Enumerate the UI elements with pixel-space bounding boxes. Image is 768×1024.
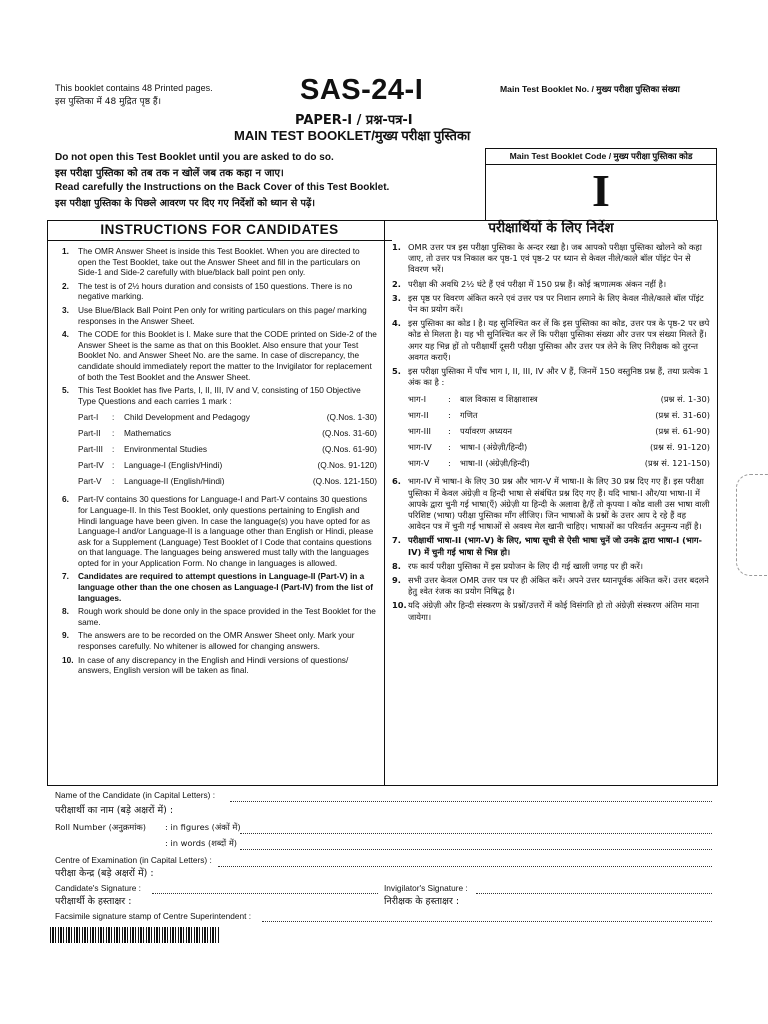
instruction-hi-9: 9. सभी उत्तर केवल OMR उत्तर पत्र पर ही अंकित करें। अपने उत्तर ध्यानपूर्वक अंकित करें। उत्तर बदलने हेतु श्वेत रंजक का प्रयोग निषिद्ध है। [392,575,709,597]
superintendent-stamp-label: Facsimile signature stamp of Centre Superintendent : [55,911,251,921]
notice-read-hi: इस परीक्षा पुस्तिका के पिछले आवरण पर दिए गए निर्देशों को ध्यान से पढ़ें। [55,198,316,209]
candidate-signature-label-en: Candidate's Signature : [55,883,141,893]
instruction-en-9: 9. The answers are to be recorded on the OMR Answer Sheet only. Mark your responses carefully. No whitener is allowed for changing answers. [62,630,355,652]
parts-row: भाग-V : भाषा-II (अंग्रेज़ी/हिन्दी) (प्रश्न सं. 121-150) [408,457,710,468]
instruction-hi-4: 4. इस पुस्तिका का कोड I है। यह सुनिश्चित कर लें कि इस पुस्तिका का कोड, उत्तर पत्र के पृष्ठ-2 पर छपे कोड से मिलता है। यह भी सुनिश्चित कर लें कि परीक्षा पुस्तिका संख्या और उत्तर पत्र संख्या मिलते हैं। अगर यह भिन्न हों तो परीक्षार्थी दूसरी परीक्षा पुस्तिका और उत्तर पत्र लेने के लिए निरीक्षक को तुरन्त अवगत कराएँ। [392,318,710,362]
instruction-hi-8: 8. रफ कार्य परीक्षा पुस्तिका में इस प्रयोजन के लिए दी गई खाली जगह पर ही करें। [392,560,644,571]
instruction-en-3: 3. Use Blue/Black Ball Point Pen only for writing particulars on this page/ marking responses in the Answer Sheet. [62,304,367,326]
candidate-name-field[interactable] [230,801,712,802]
invigilator-signature-field[interactable] [476,893,712,894]
parts-row: Part-I : Child Development and Pedagogy (Q.Nos. 1-30) [78,412,377,423]
column-divider [384,220,385,785]
instruction-en-2: 2. The test is of 2½ hours duration and consists of 150 questions. There is no negative marking. [62,280,353,302]
invigilator-signature-label-hi: निरीक्षक के हस्ताक्षर : [384,896,460,907]
notice-open-hi: इस परीक्षा पुस्तिका को तब तक न खोलें जब तक कहा न जाए। [55,168,284,179]
parts-table-hi [408,391,710,471]
superintendent-stamp-field[interactable] [262,921,712,922]
parts-row: Part-IV : Language-I (English/Hindi) (Q.Nos. 91-120) [78,460,377,471]
instruction-hi-2: 2. परीक्षा की अवधि 2½ घंटे हैं एवं परीक्षा में 150 प्रश्न हैं। कोई ऋणात्मक अंकन नहीं है। [392,278,667,289]
booklet-code-label: Main Test Booklet Code / मुख्य परीक्षा पुस्तिका कोड [486,149,716,165]
instruction-hi-3: 3. इस पृष्ठ पर विवरण अंकित करने एवं उत्तर पत्र पर निशान लगाने के लिए केवल नीले/काले बॉल पॉइंट पेन का प्रयोग करें। [392,292,704,315]
roll-number-label: Roll Number (अनुक्रमांक) [55,822,146,832]
instruction-hi-1: 1. OMR उत्तर पत्र इस परीक्षा पुस्तिका के अन्दर रखा है। जब आपको परीक्षा पुस्तिका खोलने को कहा जाए, तो उत्तर पत्र निकाल कर पृष्ठ-1 एवं पृष्ठ-2 पर ध्यान से केवल नीले/काले बॉल पॉइंट पेन से विवरण भरें। [392,242,702,275]
parts-row: Part-V : Language-II (English/Hindi) (Q.Nos. 121-150) [78,476,377,487]
instruction-en-8: 8. Rough work should be done only in the space provided in the Test Booklet for the same. [62,606,376,627]
instruction-en-6: 6. Part-IV contains 30 questions for Language-I and Part-V contains 30 questions for Language-II. In this Test Booklet, only questions pertaining to English and Hindi language have been given. In case the language(s) you have opted for as Language-I and/or Language-II is a language other than English or Hindi, please ask for a Supplement (Language) Test Booklet of I Code that contains questions on that language. The languages being answered must tally with the languages opted for in your Application Form. No change in languages is allowed. [62,494,374,568]
instructions-title-en: INSTRUCTIONS FOR CANDIDATES [100,222,339,237]
booklet-number-label: Main Test Booklet No. / मुख्य परीक्षा पुस्तिका संख्या [500,84,680,94]
instruction-en-4: 4. The CODE for this Booklet is I. Make sure that the CODE printed on Side-2 of the Answer Sheet is the same as that on this Booklet. Also ensure that your Test Booklet No. and Answer Sheet No. are the same. In case of discrepancy, the candidate should immediately report the matter to the Invigilator for replacement of both the Test Booklet and the Answer Sheet. [62,329,377,382]
instruction-en-7: 7. Candidates are required to attempt questions in Language-II (Part-V) in a language other than the one chosen as Language-I (Part-IV) from the list of languages. [62,571,374,603]
notice-read-en: Read carefully the Instructions on the Back Cover of this Test Booklet. [55,182,390,193]
parts-row: भाग-II : गणित (प्रश्न सं. 31-60) [408,409,710,420]
parts-table-en [78,409,377,489]
parts-row: Part-III : Environmental Studies (Q.Nos. 61-90) [78,444,377,455]
instruction-hi-10: 10. यदि अंग्रेज़ी और हिन्दी संस्करण के प्रश्नों/उत्तरों में कोई विसंगति हो तो अंग्रेज़ी संस्करण अंतिम माना जायेगा। [392,600,700,622]
parts-row: भाग-I : बाल विकास व शिक्षाशास्त्र (प्रश्न सं. 1-30) [408,393,710,404]
parts-row: भाग-IV : भाषा-I (अंग्रेज़ी/हिन्दी) (प्रश्न सं. 91-120) [408,441,710,452]
instruction-hi-7: 7. परीक्षार्थी भाषा-II (भाग-V) के लिए, भाषा सूची से ऐसी भाषा चुनें जो उनके द्वारा भाषा-I (भाग-IV) में चुनी गई भाषा से भिन्न हो। [392,535,703,557]
instructions-hindi [392,218,710,626]
centre-label-hi: परीक्षा केन्द्र (बड़े अक्षरों में) : [55,868,154,879]
notice-open-en: Do not open this Test Booklet until you are asked to do so. [55,152,334,163]
barcode [50,927,220,943]
candidate-name-label-hi: परीक्षार्थी का नाम (बड़े अक्षरों में) : [55,805,174,816]
booklet-code-letter: I [592,165,610,216]
candidate-signature-label-hi: परीक्षार्थी के हस्ताक्षर : [55,896,132,907]
perforation-mark [736,474,768,576]
pages-count-en: This booklet contains 48 Printed pages. [55,83,213,93]
parts-row: भाग-III : पर्यावरण अध्ययन (प्रश्न सं. 61-90) [408,425,710,436]
booklet-series-code: SAS-24-I [300,74,424,106]
candidate-signature-field[interactable] [152,893,378,894]
instruction-en-5: 5. This Test Booklet has five Parts, I, II, III, IV and V, consisting of 150 Objective Type Questions and each carries 1 mark : [62,385,361,406]
instructions-english [62,222,377,679]
instruction-en-10: 10. In case of any discrepancy in the English and Hindi versions of questions/ answers, English version will be taken as final. [62,654,349,676]
roll-words-label: : in words (शब्दों में) [165,838,238,848]
pages-count-hi: इस पुस्तिका में 48 मुद्रित पृष्ठ हैं। [55,97,162,107]
centre-label-en: Centre of Examination (in Capital Letters) : [55,855,212,865]
parts-row: Part-II : Mathematics (Q.Nos. 31-60) [78,428,377,439]
roll-figures-field[interactable] [240,833,712,834]
paper-title: PAPER-I / प्रश्न-पत्र-I [295,113,413,128]
booklet-code-box [485,148,717,221]
instruction-hi-6: 6. भाग-IV में भाषा-I के लिए 30 प्रश्न और भाग-V में भाषा-II के लिए 30 प्रश्न दिए गए हैं। इस परीक्षा पुस्तिका में केवल अंग्रेज़ी व हिन्दी भाषा से संबंधित प्रश्न दिए गए हैं। यदि भाषा-I और/या भाषा-II में आपके द्वारा चुनी गई भाषा(एँ) अंग्रेज़ी या हिन्दी के अलावा है/हैं तो कृपया I कोड वाली उस भाषा वाली परिशिष्ट (भाषा) परीक्षा पुस्तिका माँग लीजिए। जिन भाषाओं के प्रश्नों के उत्तर आप दे रहे हैं वह आवेदन पत्र में चुनी गई भाषाओं से अवश्य मेल खानी चाहिए। भाषाओं का परिवर्तन अनुमन्य नहीं है। [392,476,710,532]
invigilator-signature-label-en: Invigilator's Signature : [384,883,468,893]
instruction-hi-5: 5. इस परीक्षा पुस्तिका में पाँच भाग I, II, III, IV और V हैं, जिनमें 150 वस्तुनिष्ठ प्रश्न हैं, तथा प्रत्येक 1 अंक का है : [392,366,709,388]
booklet-title: MAIN TEST BOOKLET/मुख्य परीक्षा पुस्तिका [234,128,471,143]
candidate-name-label-en: Name of the Candidate (in Capital Letters) : [55,790,216,800]
instruction-en-1: 1. The OMR Answer Sheet is inside this Test Booklet. When you are directed to open the Test Booklet, take out the Answer Sheet and fill in the particulars on Side-1 and Side-2 carefully with blue/black ball point pen only. [62,246,361,278]
centre-field[interactable] [218,866,712,867]
roll-figures-label: : in figures (अंकों में) [165,822,241,832]
roll-words-field[interactable] [240,849,712,850]
instructions-title-hi: परीक्षार्थियों के लिए निर्देश [488,220,614,236]
